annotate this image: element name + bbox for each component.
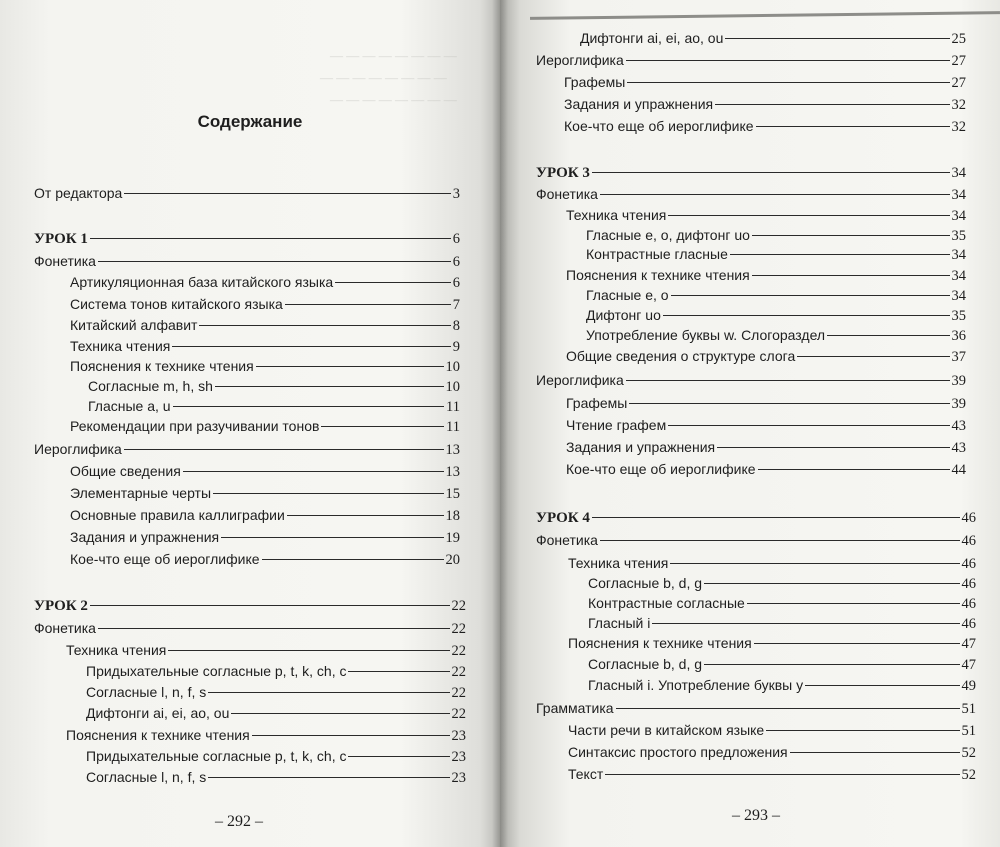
toc-entry[interactable]: Гласный i 46 bbox=[588, 615, 976, 632]
toc-entry-lesson[interactable]: УРОК 3 34 bbox=[536, 165, 966, 181]
toc-entry[interactable]: Согласные l, n, f, s 22 bbox=[86, 684, 466, 701]
toc-entry[interactable]: Общие сведения о структуре слога 37 bbox=[566, 348, 966, 365]
toc-entry-lesson[interactable]: УРОК 4 46 bbox=[536, 510, 976, 526]
toc-entry[interactable]: Чтение графем 43 bbox=[566, 417, 966, 434]
toc-entry[interactable]: Дифтонг uo 35 bbox=[586, 307, 966, 324]
toc-entry[interactable]: Иероглифика 39 bbox=[536, 372, 966, 389]
toc-entry[interactable]: Контрастные гласные 34 bbox=[586, 246, 966, 263]
toc-entry[interactable]: Дифтонги ai, ei, ao, ou 22 bbox=[86, 705, 466, 722]
bleed-through-text: — — — — — — — — bbox=[330, 48, 457, 63]
toc-entry[interactable]: Грамматика 51 bbox=[536, 700, 976, 717]
toc-entry[interactable]: Техника чтения 22 bbox=[66, 642, 466, 659]
toc-entry[interactable]: Рекомендации при разучивании тонов 11 bbox=[70, 418, 460, 435]
toc-entry-lesson[interactable]: УРОК 1 6 bbox=[34, 231, 460, 247]
toc-entry[interactable]: Гласные e, o 34 bbox=[586, 287, 966, 304]
toc-entry[interactable]: Задания и упражнения 43 bbox=[566, 439, 966, 456]
toc-entry[interactable]: Кое-что еще об иероглифике 20 bbox=[70, 551, 460, 568]
toc-entry[interactable]: Контрастные согласные 46 bbox=[588, 595, 976, 612]
toc-entry[interactable]: Задания и упражнения 19 bbox=[70, 529, 460, 546]
toc-entry[interactable]: Согласные m, h, sh 10 bbox=[88, 378, 460, 395]
toc-entry[interactable]: Основные правила каллиграфии 18 bbox=[70, 507, 460, 524]
toc-entry[interactable]: Китайский алфавит 8 bbox=[70, 317, 460, 334]
toc-entry[interactable]: Графемы 39 bbox=[566, 395, 966, 412]
toc-entry[interactable]: Общие сведения 13 bbox=[70, 463, 460, 480]
toc-entry[interactable]: Гласные a, u 11 bbox=[88, 398, 460, 415]
toc-entry[interactable]: Иероглифика 27 bbox=[536, 52, 966, 69]
toc-entry[interactable]: Фонетика 22 bbox=[34, 620, 466, 637]
toc-entry[interactable]: Текст 52 bbox=[568, 766, 976, 783]
toc-entry[interactable]: Пояснения к технике чтения 10 bbox=[70, 358, 460, 375]
toc-entry[interactable]: Иероглифика 13 bbox=[34, 441, 460, 458]
toc-entry[interactable]: Фонетика 34 bbox=[536, 186, 966, 203]
page-number: – 293 – bbox=[732, 807, 780, 824]
bleed-through-text: — — — — — — — — bbox=[320, 70, 447, 85]
toc-entry[interactable]: Фонетика 46 bbox=[536, 532, 976, 549]
toc-entry[interactable]: Кое-что еще об иероглифике 44 bbox=[566, 461, 966, 478]
toc-entry[interactable]: Пояснения к технике чтения 23 bbox=[66, 727, 466, 744]
toc-entry[interactable]: Кое-что еще об иероглифике 32 bbox=[564, 118, 966, 135]
toc-entry[interactable]: Согласные b, d, g 47 bbox=[588, 656, 976, 673]
book-gutter bbox=[492, 0, 508, 847]
toc-entry[interactable]: Дифтонги ai, ei, ao, ou 25 bbox=[580, 30, 966, 47]
toc-entry[interactable]: Гласный i. Употребление буквы y 49 bbox=[588, 677, 976, 694]
toc-entry[interactable]: Синтаксис простого предложения 52 bbox=[568, 744, 976, 761]
page-number: – 292 – bbox=[215, 813, 263, 830]
toc-entry[interactable]: Графемы 27 bbox=[564, 74, 966, 91]
toc-entry[interactable]: Элементарные черты 15 bbox=[70, 485, 460, 502]
toc-entry[interactable]: Части речи в китайском языке 51 bbox=[568, 722, 976, 739]
toc-entry[interactable]: Система тонов китайского языка 7 bbox=[70, 296, 460, 313]
toc-entry[interactable]: Артикуляционная база китайского языка 6 bbox=[70, 274, 460, 291]
toc-entry[interactable]: Придыхательные согласные p, t, k, ch, c 23 bbox=[86, 748, 466, 765]
toc-entry[interactable]: Согласные l, n, f, s 23 bbox=[86, 769, 466, 786]
toc-entry[interactable]: Техника чтения 46 bbox=[568, 555, 976, 572]
bleed-through-text: — — — — — — — — bbox=[330, 92, 457, 107]
toc-entry[interactable]: Пояснения к технике чтения 34 bbox=[566, 267, 966, 284]
toc-entry[interactable]: От редактора 3 bbox=[34, 185, 460, 202]
toc-entry[interactable]: Фонетика 6 bbox=[34, 253, 460, 270]
toc-entry[interactable]: Задания и упражнения 32 bbox=[564, 96, 966, 113]
right-page bbox=[500, 0, 1000, 847]
toc-entry-lesson[interactable]: УРОК 2 22 bbox=[34, 598, 466, 614]
toc-entry[interactable]: Употребление буквы w. Слогораздел 36 bbox=[586, 327, 966, 344]
toc-entry[interactable]: Гласные e, o, дифтонг uo 35 bbox=[586, 227, 966, 244]
toc-entry[interactable]: Техника чтения 9 bbox=[70, 338, 460, 355]
toc-entry[interactable]: Придыхательные согласные p, t, k, ch, c 22 bbox=[86, 663, 466, 680]
toc-title: Содержание bbox=[197, 112, 303, 131]
toc-entry[interactable]: Пояснения к технике чтения 47 bbox=[568, 635, 976, 652]
toc-entry[interactable]: Техника чтения 34 bbox=[566, 207, 966, 224]
toc-entry[interactable]: Согласные b, d, g 46 bbox=[588, 575, 976, 592]
